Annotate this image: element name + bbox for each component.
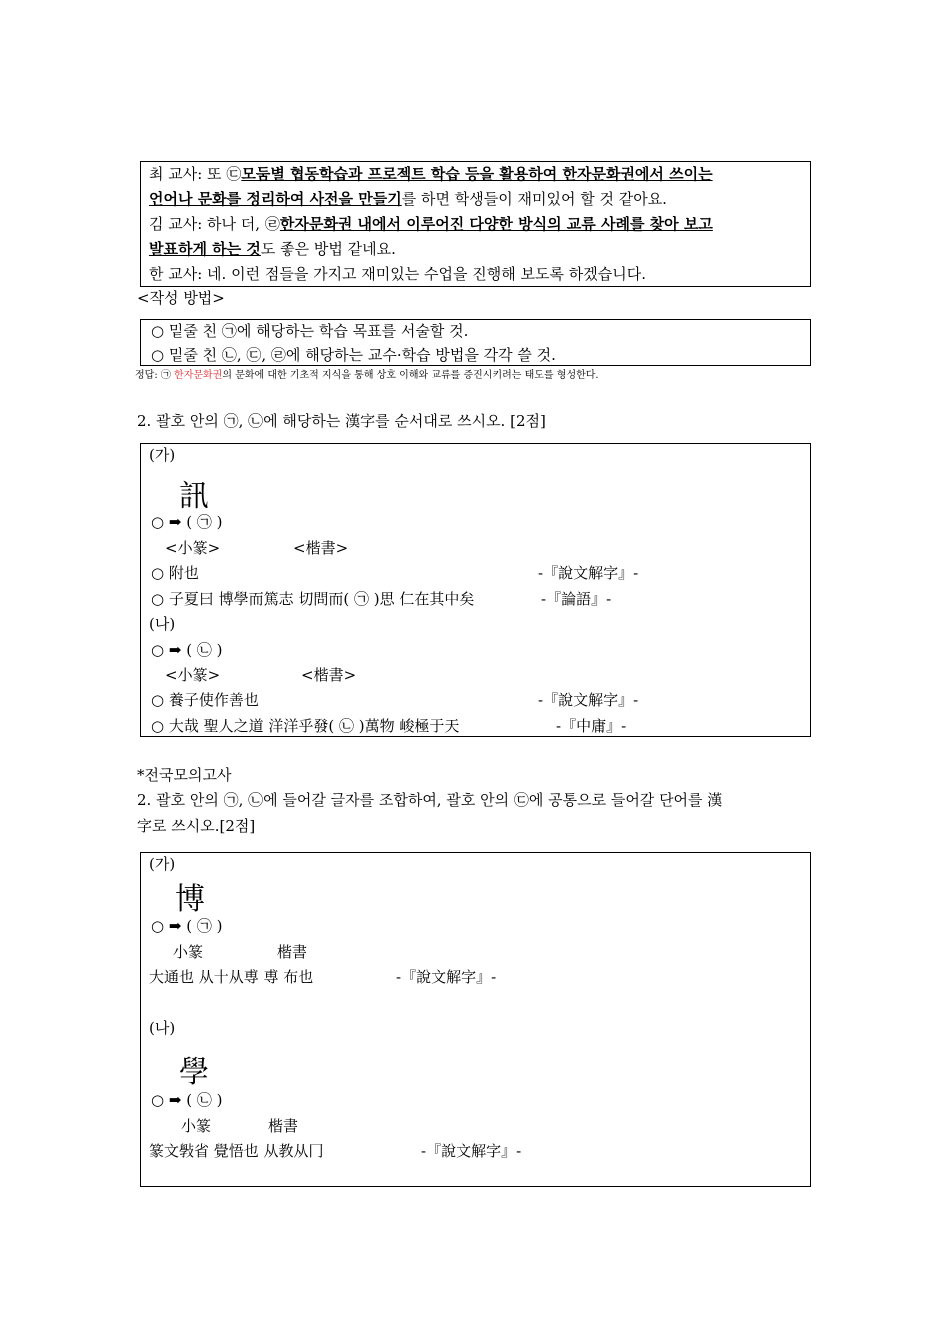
q2-na-arrow: ○ ➡ ( ㉡ ) bbox=[151, 641, 223, 659]
q2-ga-src-2: -『論語』- bbox=[541, 590, 612, 608]
q2-seal-ga: 訊 bbox=[179, 479, 209, 514]
q3-label-ga: (가) bbox=[149, 855, 176, 873]
dialogue-line-3: 김 교사: 하나 더, ㉣한자문화권 내에서 이루어진 다양한 방식의 교류 사례를 찾아 보고 bbox=[149, 215, 713, 233]
method-box bbox=[140, 319, 811, 366]
q3-tag: *전국모의고사 bbox=[137, 766, 232, 784]
q2-question: 2. 괄호 안의 ㉠, ㉡에 해당하는 漢字를 순서대로 쓰시오. [2점] bbox=[137, 412, 546, 430]
q2-na-line-1: ○ 養子使作善也 bbox=[151, 691, 259, 709]
dialogue-line-1: 최 교사: 또 ㉢모둠별 협동학습과 프로젝트 학습 등을 활용하여 한자문화권에서 쓰이는 bbox=[149, 165, 713, 183]
q2-na-label-a: <小篆> bbox=[165, 666, 221, 684]
q2-ga-label-b: <楷書> bbox=[293, 539, 349, 557]
q2-label-na: (나) bbox=[149, 615, 176, 633]
q3-seal-na: 學 bbox=[179, 1055, 209, 1090]
q2-ga-label-a: <小篆> bbox=[165, 539, 221, 557]
q3-na-label-a: 小篆 bbox=[181, 1117, 212, 1135]
q3-na-label-b: 楷書 bbox=[268, 1117, 299, 1135]
q2-ga-src-1: -『說文解字』- bbox=[538, 564, 639, 582]
q3-label-na: (나) bbox=[149, 1019, 176, 1037]
q3-ga-line: 大通也 从十从尃 尃 布也 bbox=[149, 968, 314, 986]
q2-ga-arrow: ○ ➡ ( ㉠ ) bbox=[151, 513, 223, 531]
q2-na-label-b: <楷書> bbox=[301, 666, 357, 684]
q3-ga-label-a: 小篆 bbox=[173, 943, 204, 961]
q2-ga-line-2: ○ 子夏曰 博學而篤志 切問而( ㉠ )思 仁在其中矣 bbox=[151, 590, 475, 608]
q2-na-line-2: ○ 大哉 聖人之道 洋洋乎發( ㉡ )萬物 峻極于天 bbox=[151, 717, 460, 735]
dialogue-box bbox=[140, 161, 811, 287]
dialogue-line-4: 발표하게 하는 것도 좋은 방법 같네요. bbox=[149, 240, 396, 258]
q3-na-arrow: ○ ➡ ( ㉡ ) bbox=[151, 1091, 223, 1109]
q3-question-line-1: 2. 괄호 안의 ㉠, ㉡에 들어갈 글자를 조합하여, 괄호 안의 ㉢에 공통으로 들어갈 단어를 漢 bbox=[137, 791, 723, 809]
method-title: <작성 방법> bbox=[137, 289, 225, 307]
q3-question-line-2: 字로 쓰시오.[2점] bbox=[137, 817, 256, 835]
q3-ga-src: -『說文解字』- bbox=[396, 968, 497, 986]
q2-na-src-2: -『中庸』- bbox=[556, 717, 627, 735]
method-item-1: ○ 밑줄 친 ㉠에 해당하는 학습 목표를 서술할 것. bbox=[151, 322, 469, 340]
q2-label-ga: (가) bbox=[149, 446, 176, 464]
q2-box bbox=[140, 443, 811, 737]
q3-na-line: 篆文斅省 覺悟也 从教从冂 bbox=[149, 1142, 324, 1160]
q3-ga-label-b: 楷書 bbox=[277, 943, 308, 961]
dialogue-line-2: 언어나 문화를 정리하여 사전을 만들기를 하면 학생들이 재미있어 할 것 같아요. bbox=[149, 190, 667, 208]
q2-ga-line-1: ○ 附也 bbox=[151, 564, 199, 582]
dialogue-line-5: 한 교사: 네. 이런 점들을 가지고 재미있는 수업을 진행해 보도록 하겠습니다. bbox=[149, 265, 646, 283]
q3-na-src: -『說文解字』- bbox=[421, 1142, 522, 1160]
q2-na-src-1: -『說文解字』- bbox=[538, 691, 639, 709]
q3-box bbox=[140, 852, 811, 1187]
q3-ga-arrow: ○ ➡ ( ㉠ ) bbox=[151, 917, 223, 935]
method-item-2: ○ 밑줄 친 ㉡, ㉢, ㉣에 해당하는 교수·학습 방법을 각각 쓸 것. bbox=[151, 346, 556, 364]
q3-seal-ga: 博 bbox=[175, 882, 205, 917]
answer-line: 정답: ㉠ 한자문화권의 문화에 대한 기초적 지식을 통해 상호 이해와 교류를 증진시키려는 태도를 형성한다. bbox=[135, 370, 599, 381]
